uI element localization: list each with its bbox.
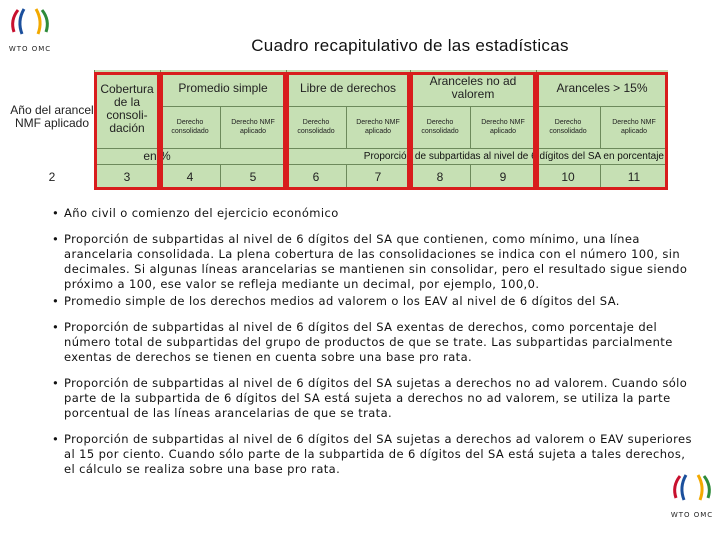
bullet-icon: • (52, 294, 60, 308)
subheader-derecho-consolidado: Derecho consolidado (171, 119, 209, 135)
col-number: 3 (123, 170, 131, 184)
note-text: Proporción de subpartidas al nivel de 6 dígitos del SA sujetas a derechos no ad valorem. Cuando sólo parte de la subpartida de 6 dígitos del SA está sujeta a derechos no ad valorem, se utiliza la parte porcentual de las líneas arancelarias de que se trata. (64, 376, 688, 420)
note-text: Proporción de subpartidas al nivel de 6 dígitos del SA que contienen, como mínimo, una línea arancelaria consolidada. La plena cobertura de las consolidaciones se indica con el número 100, sin decimales. Si algunas líneas arancelarias se mantienen sin consolidar, pero el resultado sigue siendo próximo a 100, ese valor se refleja mediante un decimal, por ejemplo, 100,0. (64, 232, 688, 291)
bullet-icon: • (52, 320, 60, 334)
note-text: Año civil o comienzo del ejercicio económico (64, 206, 339, 220)
note-item (52, 376, 692, 421)
highlight-box (410, 72, 536, 190)
col-number: 11 (627, 170, 641, 184)
bullet-icon: • (52, 432, 60, 446)
note-text: Promedio simple de los derechos medios ad valorem o los EAV al nivel de 6 dígitos del SA. (64, 294, 620, 308)
note-item (52, 294, 692, 309)
logo-text: WTO OMC (670, 511, 714, 519)
header-anio-arancel: Año del arancel NMF aplicado (10, 70, 94, 164)
col-number: 5 (249, 170, 257, 184)
bullet-icon: • (52, 376, 60, 390)
subheader-derecho-consolidado: Derecho consolidado (549, 119, 587, 135)
highlight-box (160, 72, 286, 190)
col-number: 7 (374, 170, 382, 184)
page-title: Cuadro recapitulativo de las estadísticas (251, 36, 569, 55)
col-number: 9 (499, 170, 507, 184)
wto-logo (668, 470, 716, 519)
note-text: Proporción de subpartidas al nivel de 6 dígitos del SA exentas de derechos, como porcentaje del número total de subpartidas del grupo de productos de que se trate. Las subpartidas parcialmente exentas de derechos se tienen en cuenta sobre una base pro rata. (64, 320, 673, 364)
subheader-derecho-nmf: Derecho NMF aplicado (612, 119, 656, 135)
wto-logo-icon (6, 4, 54, 44)
note-item (52, 232, 692, 292)
summary-table (10, 70, 668, 190)
header-aranceles-15: Aranceles > 15% (556, 80, 648, 95)
note-item (52, 432, 692, 477)
col-number: 4 (186, 170, 194, 184)
wto-logo-icon (668, 470, 716, 510)
note-item (52, 206, 692, 221)
header-cobertura: Cobertura de la consoli-dación (100, 82, 154, 135)
subheader-derecho-nmf: Derecho NMF aplicado (231, 119, 275, 135)
header-promedio-simple: Promedio simple (178, 80, 268, 95)
notes-list (52, 206, 692, 488)
unit-en-pct: en % (143, 148, 171, 163)
highlight-box (536, 72, 668, 190)
note-item (52, 320, 692, 365)
logo-text: WTO OMC (8, 45, 52, 53)
col-number: 2 (10, 164, 94, 190)
bullet-icon: • (52, 206, 60, 220)
highlight-box (94, 72, 160, 190)
bullet-icon: • (52, 232, 60, 246)
col-number: 6 (312, 170, 320, 184)
note-text: Proporción de subpartidas al nivel de 6 dígitos del SA sujetas a derechos ad valorem o EAV superiores al 15 por ciento. Cuando sólo parte de la subpartida de 6 dígitos del SA está sujeta a tales derechos, el cálculo se realiza sobre una base pro rata. (64, 432, 692, 476)
subheader-derecho-consolidado: Derecho consolidado (421, 119, 459, 135)
wto-logo (6, 4, 54, 53)
header-ad-valorem: Aranceles no ad valorem (429, 74, 517, 101)
col-number: 8 (436, 170, 444, 184)
highlight-box (286, 72, 410, 190)
subheader-derecho-nmf: Derecho NMF aplicado (481, 119, 525, 135)
unit-proporcion: Proporción de subpartidas al nivel de 6 dígitos del SA en porcentaje (363, 150, 664, 162)
col-number: 10 (561, 170, 575, 184)
header-libre-derechos: Libre de derechos (299, 80, 397, 95)
subheader-derecho-nmf: Derecho NMF aplicado (356, 119, 400, 135)
subheader-derecho-consolidado: Derecho consolidado (297, 119, 335, 135)
